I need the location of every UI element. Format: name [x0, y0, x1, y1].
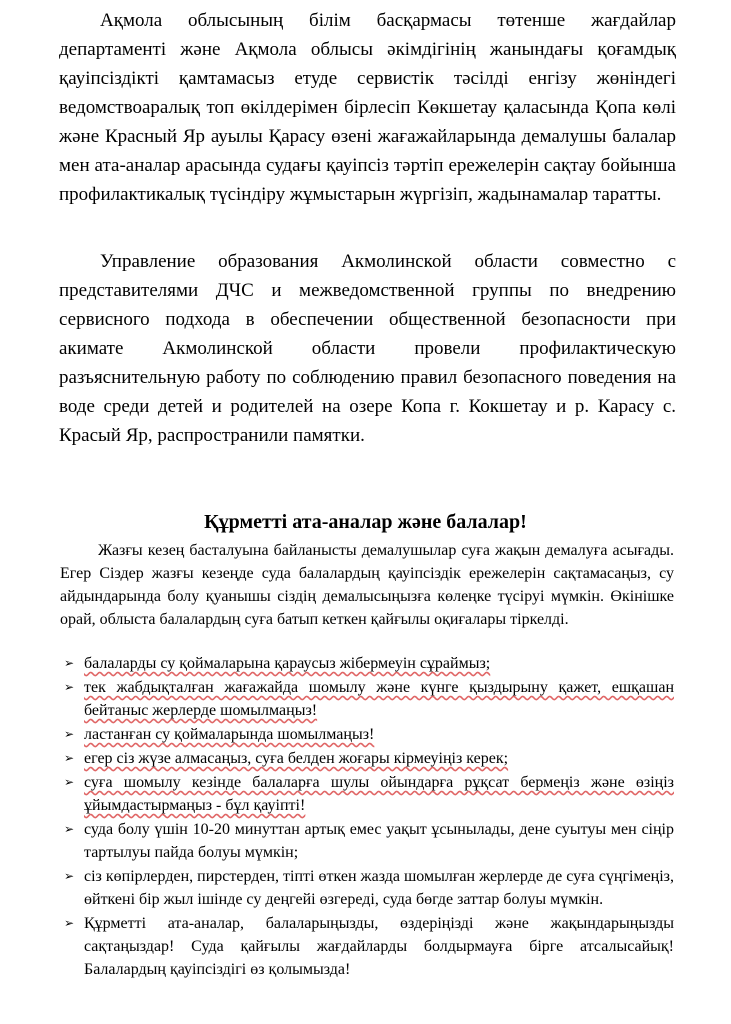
list-item: [60, 771, 674, 817]
list-item: [60, 676, 674, 722]
arrow-bullet-icon: ➢: [64, 822, 75, 836]
list-item-text: тек жабдықталған жағажайда шомылу және күнге қыздырыну қажет, ешқашан бейтаныс жерлерде шомылмаңыз!: [84, 679, 674, 719]
list-item-text: суға шомылу кезінде балаларға шулы ойындарға рұқсат бермеңіз және өзіңіз ұйымдастырмаңыз - бұл қауіпті!: [84, 774, 674, 814]
list-item-text: ластанған су қоймаларында шомылмаңыз!: [84, 726, 375, 743]
list-item-text: суда болу үшін 10-20 минуттан артық емес уақыт ұсынылады, дене суытуы мен сіңір тартылуы пайда болуы мүмкін;: [84, 821, 674, 861]
notice-title: Құрметті ата-аналар және балалар!: [204, 511, 527, 533]
paragraph-russian: Управление образования Акмолинской области совместно с представителями ДЧС и межведомственной группы по внедрению сервисного подхода в обеспечении общественной безопасности при акимате Акмолинской области провели профилактическую разъяснительную работу по соблюдению правил безопасного поведения на воде среди детей и родителей на озере Копа г. Кокшетау и р. Карасу с. Красый Яр, распространили памятки.: [59, 251, 676, 446]
list-item: [60, 865, 674, 911]
list-item: [60, 912, 674, 981]
arrow-bullet-icon: ➢: [64, 751, 75, 765]
arrow-bullet-icon: ➢: [64, 869, 75, 883]
arrow-bullet-icon: ➢: [64, 656, 75, 670]
safety-rules-list: [60, 652, 674, 982]
list-item-text: егер сіз жүзе алмасаңыз, суға белден жоғары кірмеуіңіз керек;: [84, 750, 509, 767]
list-item: [60, 652, 674, 675]
list-item: [60, 747, 674, 770]
list-item-text: сіз көпірлерден, пирстерден, тіпті өткен жазда шомылған жерлерде де суға сүңгімеңіз, өйткені бір жыл ішінде су деңгейі өзгереді, суда бөгде заттар болуы мүмкін.: [84, 868, 674, 908]
list-item-text: Құрметті ата-аналар, балаларыңызды, өздеріңізді және жақындарыңызды сақтаңыздар! Суда қайғылы жағдайларды болдырмауға бірге атсалысайық! Балалардың қауіпсіздігі өз қолымызда!: [84, 915, 674, 978]
arrow-bullet-icon: ➢: [64, 680, 75, 694]
paragraph-kazakh: Ақмола облысының білім басқармасы төтенше жағдайлар департаменті және Ақмола облысы әкімдігінің жанындағы қоғамдық қауіпсіздікті қамтамасыз етуде сервистік тәсілді енгізу жөніндегі ведомствоаралық топ өкілдерімен бірлесіп Көкшетау қаласында Қопа көлі және Красный Яр ауылы Қарасу өзені жағажайларында демалушы балалар мен ата-аналар арасында судағы қауіпсіз тәртіп ережелерін сақтау бойынша профилактикалық түсіндіру жұмыстарын жүргізіп, жадынамалар таратты.: [59, 10, 676, 205]
arrow-bullet-icon: ➢: [64, 916, 75, 930]
list-item: [60, 818, 674, 864]
notice-intro: Жазғы кезең басталуына байланысты демалушылар суға жақын демалуға асығады. Егер Сіздер жазғы кезеңде суда балалардың қауіпсіздік ережелерін сақтамасаңыз, су айдындарында болу қуанышы сіздің демалысыңызға көлеңке түсіруі мүмкін. Өкінішке орай, облыста балалардың суға батып кеткен қайғылы оқиғалары тіркелді.: [60, 542, 674, 628]
arrow-bullet-icon: ➢: [64, 775, 75, 789]
list-item-text: балаларды су қоймаларына қараусыз жібермеуін сұраймыз;: [84, 655, 491, 672]
list-item: [60, 723, 674, 746]
arrow-bullet-icon: ➢: [64, 727, 75, 741]
